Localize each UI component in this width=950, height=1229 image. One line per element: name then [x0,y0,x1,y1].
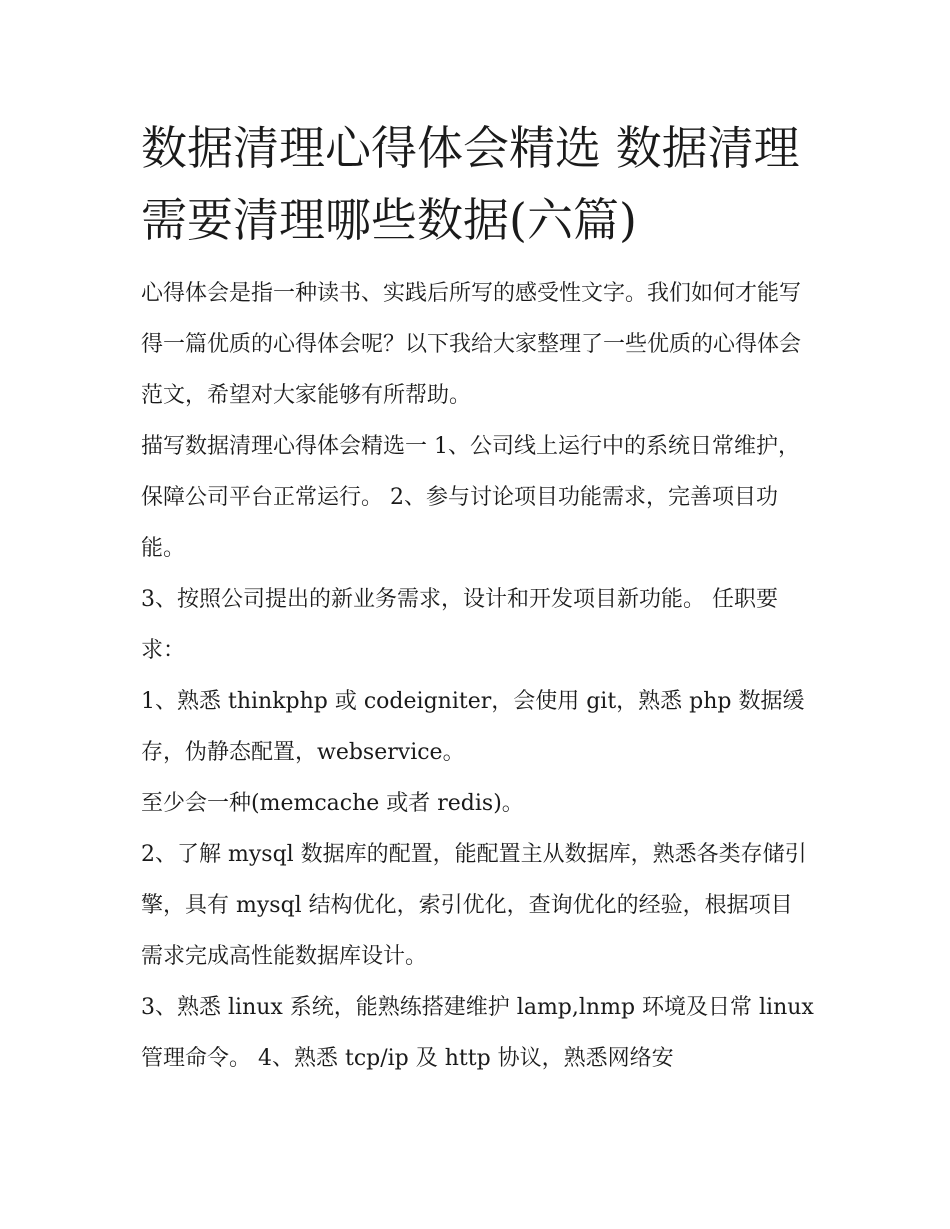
requirement-2: 2、了解 mysql 数据库的配置，能配置主从数据库，熟悉各类存储引擎，具有 mysql 结构优化，索引优化，查询优化的经验，根据项目需求完成高性能数据库设计。 [141,842,807,969]
body-paragraph-2: 3、按照公司提出的新业务需求，设计和开发项目新功能。 任职要求： [141,587,778,663]
requirement-3-4: 3、熟悉 linux 系统，能熟练搭建维护 lamp,lnmp 环境及日常 linux 管理命令。 4、熟悉 tcp/ip 及 http 协议，熟悉网络安 [141,995,814,1071]
body-paragraph-1: 描写数据清理心得体会精选一 1、公司线上运行中的系统日常维护，保障公司平台正常运行。 2、参与讨论项目功能需求，完善项目功能。 [141,434,800,561]
intro-paragraph: 心得体会是指一种读书、实践后所写的感受性文字。我们如何才能写得一篇优质的心得体会呢？以下我给大家整理了一些优质的心得体会范文，希望对大家能够有所帮助。 [141,281,802,408]
requirement-1: 1、熟悉 thinkphp 或 codeigniter，会使用 git，熟悉 php 数据缓存，伪静态配置，webservice。 [141,689,805,765]
requirement-1-note: 至少会一种(memcache 或者 redis)。 [141,791,524,816]
document-title: 数据清理心得体会精选 数据清理需要清理哪些数据(六篇) [141,121,800,247]
